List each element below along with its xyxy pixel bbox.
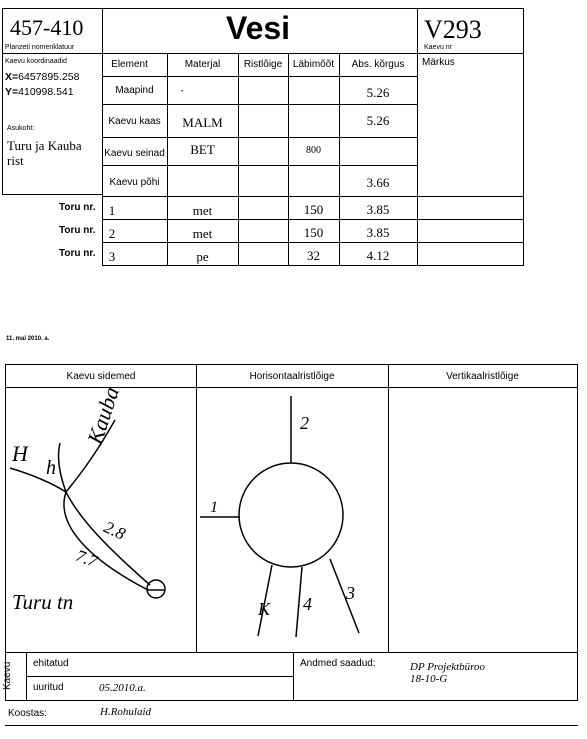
coord-x-value: 6457895.258	[18, 71, 80, 83]
footer-ehitatud-label: ehitatud	[33, 658, 69, 669]
pipe-k-label: K	[258, 599, 271, 619]
footer-andmed-value2: 18-10-G	[410, 673, 448, 685]
pipe-no: 2	[108, 226, 116, 241]
pipe-diameter: 150	[303, 225, 324, 240]
location-line2: rist	[7, 153, 24, 168]
row-element: Kaevu põhi	[109, 177, 160, 188]
pipe-height: 3.85	[366, 225, 390, 240]
footer-kaevu-label: Kaevu	[2, 661, 13, 690]
well-number: V293	[424, 15, 482, 44]
row-height: 5.26	[366, 113, 390, 128]
col-kaevu-sidemed: Kaevu sidemed	[66, 371, 136, 382]
pipe-height: 4.12	[366, 248, 390, 263]
footer-uuritud-value: 05.2010.a.	[99, 682, 146, 694]
pipe-4-label: 4	[303, 594, 312, 614]
header-diameter: Läbimõõt	[292, 59, 335, 70]
pipe-1-label: 1	[210, 499, 218, 516]
hand-h2-label: h	[46, 457, 56, 479]
coord-x-label: X=	[5, 71, 19, 83]
row-height: 5.26	[366, 85, 390, 100]
header-material: Materjal	[184, 59, 221, 70]
location-line1: Turu ja Kauba	[7, 138, 82, 153]
footer-koostas-label: Koostas:	[8, 708, 47, 719]
well-number-label: Kaevu nr	[424, 44, 453, 51]
pipe-label: Toru nr.	[59, 248, 96, 259]
coords-label: Kaevu koordinaadid	[5, 58, 67, 65]
footer-koostas-value: H.Rohulaid	[100, 706, 152, 718]
row-element: Kaevu seinad	[104, 148, 165, 159]
header-height: Abs. kõrgus	[351, 59, 405, 70]
pipe-3-label: 3	[346, 583, 355, 603]
pipe-material: met	[192, 226, 213, 241]
pipe-2-label: 2	[300, 413, 309, 433]
hand-28-label: 2.8	[100, 517, 129, 544]
nomenclature-label: Planzeti nomenklatuur	[5, 44, 75, 51]
coord-y-label: Y=	[5, 86, 19, 98]
row-diameter: 800	[306, 145, 321, 156]
row-height: 3.66	[366, 175, 390, 190]
hand-h-label: H	[12, 441, 28, 466]
col-vertikaal: Vertikaalristlõige	[446, 371, 519, 382]
header-element: Element	[111, 59, 148, 70]
row-material: BET	[190, 142, 215, 157]
row-element: Maapind	[115, 85, 154, 96]
pipe-no: 1	[108, 203, 116, 218]
hand-77-label: 7.7	[73, 545, 100, 572]
footer-andmed-label: Andmed saadud:	[300, 658, 376, 669]
pipe-material: met	[192, 203, 213, 218]
header-section: Ristlõige	[243, 59, 283, 70]
coord-y-value: 410998.541	[18, 86, 74, 98]
hand-kauba-label: Kauba	[82, 383, 125, 448]
footer-uuritud-label: uuritud	[33, 682, 64, 693]
header-remarks: Märkus	[422, 57, 455, 68]
page-title: Vesi	[226, 10, 291, 46]
location-label: Asukoht:	[7, 125, 35, 132]
pipe-material: pe	[196, 249, 209, 264]
hand-turu-label: Turu tn	[12, 590, 74, 614]
row-material: MALM	[182, 115, 223, 130]
pipe-no: 3	[108, 249, 116, 264]
col-horisontaal: Horisontaalristlõige	[249, 371, 335, 382]
pipe-diameter: 32	[307, 248, 320, 263]
pipe-label: Toru nr.	[59, 202, 96, 213]
row-element: Kaevu kaas	[108, 116, 161, 127]
pipe-diameter: 150	[303, 202, 324, 217]
pipe-label: Toru nr.	[59, 225, 96, 236]
nomenclature-value: 457-410	[10, 15, 84, 40]
pipe-height: 3.85	[366, 202, 390, 217]
footer-andmed-value1: DP Projektbüroo	[410, 661, 486, 673]
document-date: 11. mai 2010. a.	[6, 336, 50, 342]
row-material: ·	[179, 83, 185, 98]
